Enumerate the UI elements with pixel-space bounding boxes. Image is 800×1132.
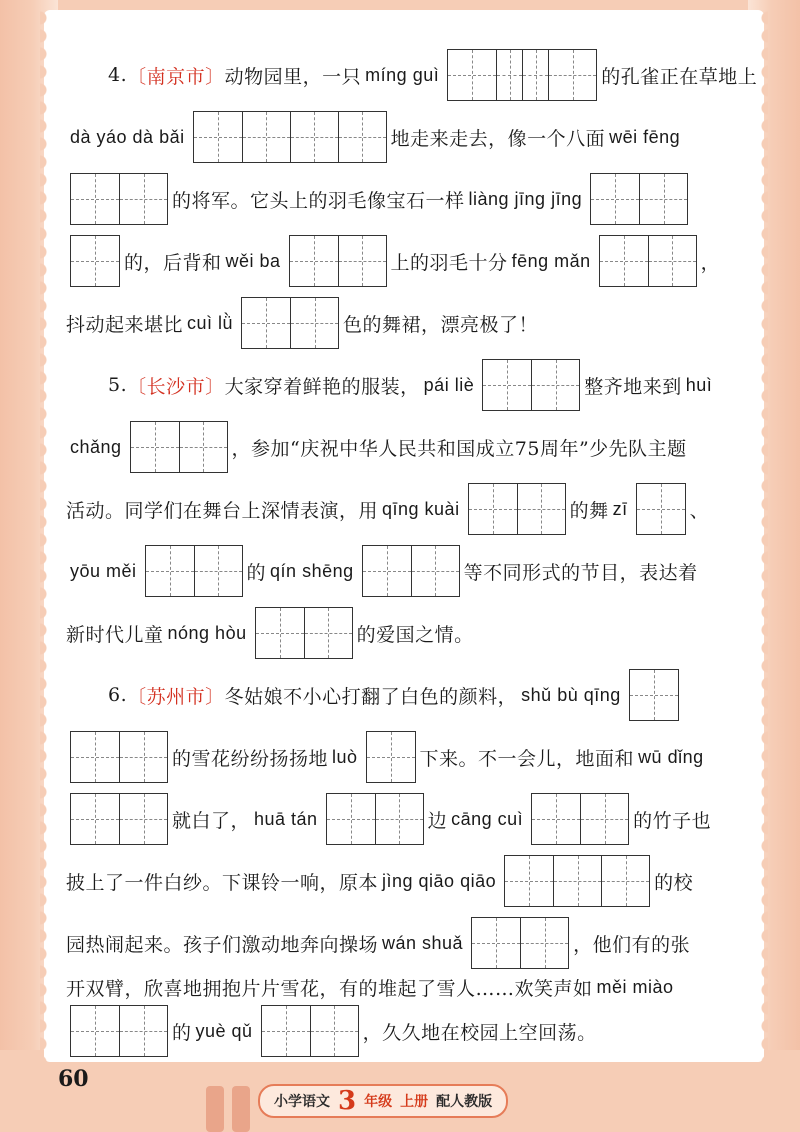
answer-grid[interactable] [362,545,460,597]
answer-grid[interactable] [326,793,424,845]
q6-text: 就白了， [172,809,251,832]
q6-text: 开双臂，欣喜地拥抱片片雪花，有的堆起了雪人……欢笑声如 [66,977,593,1000]
answer-grid[interactable] [482,359,580,411]
pinyin-prompt: wěi ba [225,250,281,271]
pinyin-prompt: huā tán [254,808,318,829]
answer-grid[interactable] [531,793,629,845]
q5-line-5 [66,608,474,658]
pinyin-prompt: shǔ bù qīng [521,684,621,705]
q6-text: ，久久地在校园上空回荡。 [362,1021,597,1044]
pinyin-prompt: chǎng [70,436,122,457]
pinyin-prompt: luò [332,746,358,767]
q6-line-1 [108,670,683,720]
q4-text: 抖动起来堪比 [66,313,184,336]
q6-text: 的竹子也 [633,809,712,832]
answer-grid[interactable] [241,297,339,349]
q5-text: 整齐地来到 [584,375,682,398]
answer-grid[interactable] [70,731,168,783]
q4-text: 的，后背和 [124,251,222,274]
pinyin-prompt: qīng kuài [382,498,460,519]
wavy-border-right [758,10,768,1062]
q5-text: 的爱国之情。 [356,623,474,646]
answer-grid[interactable] [145,545,243,597]
pinyin-prompt: wán shuǎ [382,932,464,953]
q4-region-tag: 〔南京市〕 [127,65,225,88]
q5-text: ，参加“庆祝中华人民共和国成立75周年”少先队主题 [231,437,687,460]
q5-number: 5. [108,374,128,396]
q5-text: 的舞 [569,499,609,522]
book-footer-badge [258,1084,508,1118]
answer-grid[interactable] [130,421,228,473]
q5-text: 的 [246,561,267,584]
q5-text: 活动。同学们在舞台上深情表演，用 [66,499,379,522]
pinyin-prompt: wēi fēng [609,126,681,147]
pinyin-prompt: yuè qǔ [195,1020,253,1041]
q5-line-2 [66,422,687,472]
q6-text: 的校 [654,871,694,894]
q6-text: 披上了一件白纱。下课铃一响，原本 [66,871,379,894]
pinyin-prompt: huì [685,374,713,395]
decorative-stripe [232,1086,250,1132]
q4-line-5 [66,298,538,348]
pinyin-prompt: cuì lǜ [187,312,234,333]
q6-line-4 [66,856,693,906]
q6-text: 边 [427,809,448,832]
q6-text: ，他们有的张 [573,933,691,956]
q5-text: 、 [689,499,710,522]
answer-grid[interactable] [70,1005,168,1057]
pinyin-prompt: nóng hòu [167,622,247,643]
q6-text: 冬姑娘不小心打翻了白色的颜料， [224,685,518,708]
answer-grid[interactable] [289,235,387,287]
answer-grid[interactable] [70,173,168,225]
q5-text: 新时代儿童 [66,623,164,646]
q6-line-7 [66,1006,597,1056]
wavy-border-left [40,10,50,1062]
q4-number: 4. [108,64,128,86]
answer-grid[interactable] [636,483,686,535]
q4-line-3 [66,174,692,224]
pinyin-prompt: qín shēng [270,560,354,581]
footer-edition: 配人教版 [436,1094,493,1110]
answer-grid[interactable] [193,111,387,163]
pinyin-prompt: wū dǐng [638,746,704,767]
q4-line-4 [66,236,720,286]
answer-grid[interactable] [468,483,566,535]
q4-line-1 [108,50,757,100]
decorative-stripe [206,1086,224,1132]
q5-text: 等不同形式的节目，表达着 [463,561,698,584]
q4-text: 的孔雀正在草地上 [601,65,758,88]
pinyin-prompt: liàng jīng jīng [468,188,583,209]
q6-text: 的 [172,1021,192,1044]
answer-grid[interactable] [504,855,650,907]
q6-line-3 [66,794,711,844]
pinyin-prompt: yōu měi [70,560,137,581]
pinyin-prompt: měi miào [596,976,674,997]
footer-term: 上册 [400,1094,429,1110]
q4-text: 地走来走去，像一个八面 [390,127,606,150]
q5-line-4 [66,546,698,596]
q4-text: ， [700,251,721,274]
pinyin-prompt: jìng qiāo qiāo [382,870,497,891]
q4-text: 动物园里，一只 [224,65,362,88]
q6-text: 的雪花纷纷扬扬地 [172,747,329,770]
answer-grid[interactable] [261,1005,359,1057]
footer-subject: 小学语文 [274,1094,330,1110]
pinyin-prompt: míng guì [365,64,440,85]
pinyin-prompt: fēng mǎn [511,250,591,271]
q6-text: 园热闹起来。孩子们激动地奔向操场 [66,933,379,956]
q5-region-tag: 〔长沙市〕 [127,375,225,398]
page-number: 60 [58,1066,89,1092]
answer-grid[interactable] [629,669,679,721]
q6-line-5 [66,918,690,968]
q6-text: 下来。不一会儿，地面和 [419,747,635,770]
answer-grid[interactable] [70,235,120,287]
q4-text: 色的舞裙，漂亮极了！ [343,313,539,336]
q5-text: 大家穿着鲜艳的服装， [224,375,420,398]
q6-region-tag: 〔苏州市〕 [127,685,225,708]
answer-grid[interactable] [590,173,688,225]
answer-grid[interactable] [599,235,697,287]
q4-text: 的将军。它头上的羽毛像宝石一样 [172,189,465,212]
footer-grade: 年级 [364,1094,393,1110]
answer-grid[interactable] [70,793,168,845]
q6-number: 6. [108,684,128,706]
answer-grid[interactable] [366,731,416,783]
pinyin-prompt: zī [612,498,628,519]
q5-line-1 [108,360,716,410]
pinyin-prompt: cāng cuì [451,808,524,829]
answer-grid[interactable] [255,607,353,659]
footer-grade-number: 3 [338,1086,357,1116]
answer-grid[interactable] [447,49,597,101]
q4-line-2 [66,112,684,162]
q4-text: 上的羽毛十分 [390,251,508,274]
q6-line-2 [66,732,708,782]
q5-line-3 [66,484,709,534]
pinyin-prompt: dà yáo dà bǎi [70,126,185,147]
pinyin-prompt: pái liè [423,374,475,395]
